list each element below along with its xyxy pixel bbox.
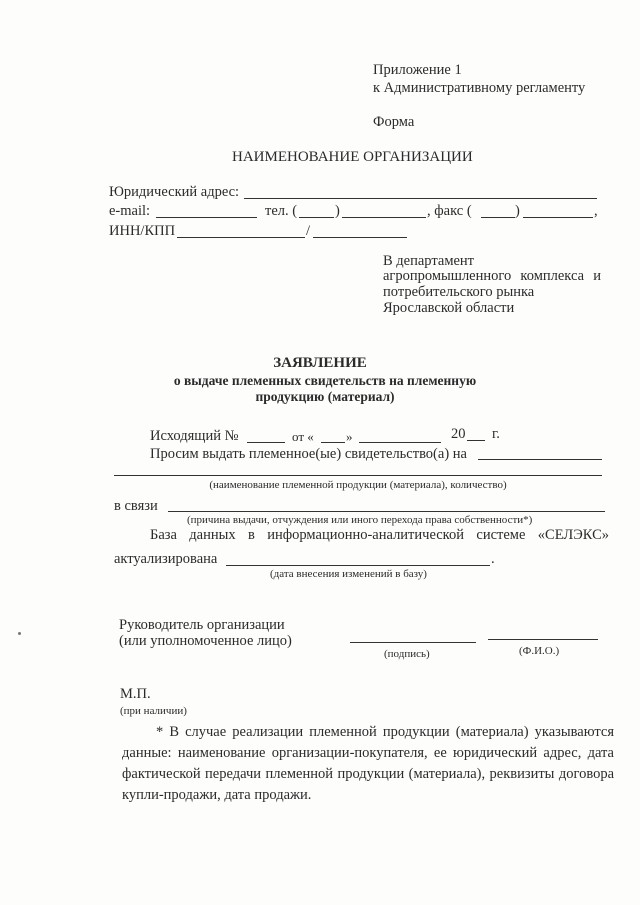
full-name-line[interactable] bbox=[488, 639, 598, 640]
signature-line[interactable] bbox=[350, 642, 476, 643]
outgoing-number-line[interactable] bbox=[247, 442, 285, 443]
fax-paren-close: ) bbox=[515, 203, 520, 219]
phone-label: тел. ( bbox=[265, 203, 298, 219]
trailing-comma: , bbox=[594, 203, 598, 219]
recipient-line-4: Ярославской области bbox=[383, 300, 515, 316]
stamp-hint: (при наличии) bbox=[120, 705, 187, 717]
phone-number-line[interactable] bbox=[342, 217, 426, 218]
database-hint: (дата внесения изменений в базу) bbox=[270, 568, 427, 580]
full-name-hint: (Ф.И.О.) bbox=[519, 645, 560, 657]
inn-kpp-label: ИНН/КПП bbox=[109, 223, 176, 239]
outgoing-number-label: Исходящий № bbox=[150, 428, 239, 444]
authorized-person-label: (или уполномоченное лицо) bbox=[119, 633, 292, 649]
fax-code-line[interactable] bbox=[481, 217, 515, 218]
legal-address-line[interactable] bbox=[244, 198, 597, 199]
product-hint: (наименование племенной продукции (материала), количество) bbox=[209, 479, 507, 491]
form-label: Форма bbox=[373, 114, 415, 130]
scan-speck bbox=[18, 632, 21, 635]
email-line[interactable] bbox=[156, 217, 257, 218]
database-line-1: База данных в информационно-аналитической системе «СЕЛЭКС» bbox=[150, 527, 609, 543]
signature-hint: (подпись) bbox=[384, 648, 430, 660]
request-text: Просим выдать племенное(ые) свидетельство(а) на bbox=[150, 446, 467, 462]
year-suffix: г. bbox=[492, 426, 500, 442]
kpp-line[interactable] bbox=[313, 237, 407, 238]
head-of-organization-label: Руководитель организации bbox=[119, 617, 285, 633]
date-day-line[interactable] bbox=[321, 442, 345, 443]
phone-code-line[interactable] bbox=[299, 217, 334, 218]
date-month-line[interactable] bbox=[359, 442, 441, 443]
application-title: ЗАЯВЛЕНИЕ bbox=[273, 355, 367, 371]
recipient-line-2: агропромышленного комплекса и bbox=[383, 268, 601, 284]
date-from-label: от « bbox=[292, 429, 314, 444]
year-prefix: 20 bbox=[451, 426, 466, 442]
inn-kpp-slash: / bbox=[306, 223, 311, 239]
database-date-line[interactable] bbox=[226, 565, 490, 566]
inn-line[interactable] bbox=[177, 237, 305, 238]
appendix-line-1: Приложение 1 bbox=[373, 62, 462, 78]
reason-line[interactable] bbox=[168, 511, 605, 512]
database-line-2: актуализирована bbox=[114, 551, 218, 567]
request-product-line-b[interactable] bbox=[114, 475, 602, 476]
application-subtitle-1: о выдаче племенных свидетельств на племенную bbox=[173, 373, 477, 388]
organization-name-heading: НАИМЕНОВАНИЕ ОРГАНИЗАЦИИ bbox=[232, 149, 473, 165]
request-product-line-a[interactable] bbox=[478, 459, 602, 460]
footnote-text: * В случае реализации племенной продукции (материала) указываются данные: наименование организации-покупателя, ее юридический адрес, дата фактической передачи племенной продукции (материала), реквизиты договора купли-продажи, дата продажи. bbox=[122, 724, 614, 803]
email-label: e-mail: bbox=[109, 203, 151, 219]
date-year-line[interactable] bbox=[467, 440, 485, 441]
recipient-line-1: В департамент bbox=[383, 253, 475, 269]
database-period: . bbox=[491, 551, 495, 567]
reason-label: в связи bbox=[114, 498, 158, 514]
date-quote-close: » bbox=[346, 429, 353, 444]
application-subtitle-2: продукцию (материал) bbox=[255, 389, 395, 404]
stamp-label: М.П. bbox=[120, 686, 151, 702]
fax-number-line[interactable] bbox=[523, 217, 593, 218]
fax-label: , факс ( bbox=[427, 203, 472, 219]
phone-paren-close: ) bbox=[335, 203, 340, 219]
legal-address-label: Юридический адрес: bbox=[109, 184, 240, 200]
appendix-line-2: к Административному регламенту bbox=[373, 80, 586, 96]
recipient-line-3: потребительского рынка bbox=[383, 284, 535, 300]
reason-hint: (причина выдачи, отчуждения или иного перехода права собственности*) bbox=[187, 514, 533, 526]
